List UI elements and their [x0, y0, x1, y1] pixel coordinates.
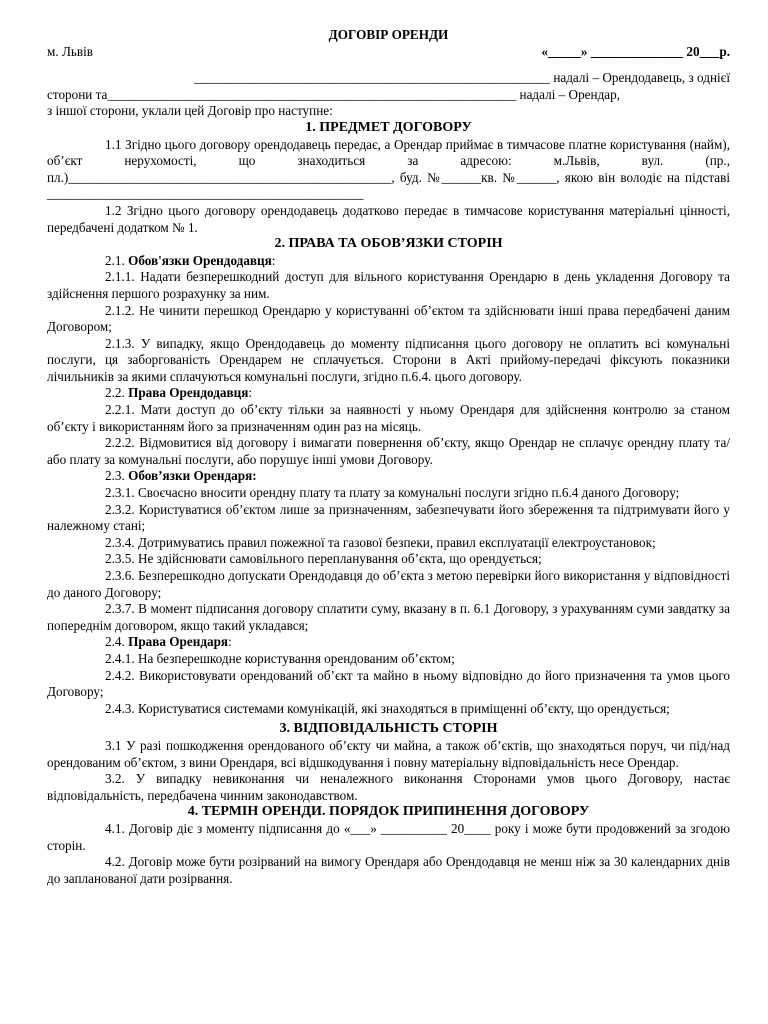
- parties-line-3: з іншої сторони, уклали цей Договір про наступне:: [47, 103, 333, 119]
- clause-2-2-1: 2.2.1. Мати доступ до об’єкту тільки за наявності у ньому Орендаря для здійснення контролю за станом об’єкту і використанням його за призначенням один раз на місяць.: [47, 402, 730, 434]
- clause-2-4-3: 2.4.3. Користуватися системами комунікацій, які знаходяться в приміщенні об’єкту, що орендується;: [105, 700, 670, 716]
- section-3-title: 3. ВІДПОВІДАЛЬНІСТЬ СТОРІН: [279, 721, 498, 737]
- clause-2-2-number: 2.2.: [105, 385, 129, 401]
- clause-2-2-colon: :: [248, 385, 252, 401]
- clause-2-3-4: 2.3.4. Дотримуватись правил пожежної та газової безпеки, правил експлуатації електроустановок;: [105, 534, 656, 550]
- clause-2-3-number: 2.3.: [105, 468, 129, 484]
- clause-2-4-label: Права Орендаря: [128, 634, 229, 650]
- parties-line-1: ______________________________________________________ надалі – Орендодавець, з однієї: [193, 70, 730, 86]
- section-4-title: 4. ТЕРМІН ОРЕНДИ. ПОРЯДОК ПРИПИНЕННЯ ДОГОВОРУ: [187, 804, 590, 820]
- clause-2-4-1: 2.4.1. На безперешкодне користування орендованим об’єктом;: [105, 650, 455, 666]
- contract-date: «_____» ______________ 20___р.: [541, 43, 730, 59]
- clause-2-3-1: 2.3.1. Своєчасно вносити орендну плату та плату за комунальні послуги згідно п.6.4 даного Договору;: [105, 485, 680, 501]
- clause-1-1: 1.1 Згідно цього договору орендодавець передає, а Орендар приймає в тимчасове платне користування (найм), об’єкт нерухомості, що знаходиться за адресою: м.Львів, вул. (пр., пл.)_________________________________________________, буд. №______кв. №______, якою він володіє на підставі ________________________________________________: [47, 136, 730, 202]
- clause-3-1: 3.1 У разі пошкодження орендованого об’єкту чи майна, а також об’єктів, що знаходяться поруч, чи під/над орендованим об’єктом, з вини Орендаря, всі відшкодування і повну матеріальну відповідальність несе Орендар.: [47, 737, 730, 770]
- clause-3-2: 3.2. У випадку невиконання чи неналежного виконання Сторонами умов цього Договору, настає відповідальність, передбачена чинним законодавством.: [47, 771, 730, 803]
- clause-1-2: 1.2 Згідно цього договору орендодавець додатково передає в тимчасове користування матеріальні цінності, передбачені додатком № 1.: [47, 202, 730, 235]
- clause-2-1-number: 2.1.: [105, 252, 129, 268]
- clause-2-1-heading: [47, 253, 730, 270]
- clause-2-1-3: 2.1.3. У випадку, якщо Орендодавець до моменту підписання цього договору не оплатить всі комунальні послуги, ця заборгованість Орендарем не сплачується. Сторони в Акті прийому-передачі фіксують показники лічильників за якими сплачуються комунальні послуги, згідно п.6.4. цього договору.: [47, 335, 730, 384]
- clause-2-1-1: 2.1.1. Надати безперешкодний доступ для вільного користування Орендарю в день укладення Договору та здійснення першого розрахунку за ним.: [47, 269, 730, 301]
- clause-2-4-heading: [47, 634, 730, 651]
- clause-2-1-2: 2.1.2. Не чинити перешкод Орендарю у користуванні об’єктом та здійснювати інші права передбачені даним Договором;: [47, 302, 730, 335]
- clause-2-1-colon: :: [271, 252, 276, 268]
- clause-2-3-6: 2.3.6. Безперешкодно допускати Орендодавця до об’єкта з метою перевірки його використання у відповідності до даного Договору;: [47, 568, 730, 600]
- clause-2-1-label: Обов'язки Орендодавця: [128, 252, 272, 268]
- clause-2-3-7: 2.3.7. В момент підписання договору сплатити суму, вказану в п. 6.1 Договору, з урахуванням суми завдатку за попереднім договором, якщо такий укладався;: [47, 601, 730, 633]
- clause-2-2-heading: [47, 385, 730, 402]
- clause-4-2: 4.2. Договір може бути розірваний на вимогу Орендаря або Орендодавця не менш ніж за 30 календарних днів до запланованої дати розірвання.: [47, 854, 730, 886]
- clause-2-2-label: Права Орендодавця: [128, 385, 249, 401]
- parties-line-2: сторони та______________________________________________________________ надалі – Орендар,: [47, 86, 621, 102]
- clause-2-3-label: Обов’язки Орендаря:: [128, 468, 257, 484]
- clause-2-3-5: 2.3.5. Не здійснювати самовільного перепланування об’єкта, що орендується;: [105, 551, 542, 567]
- section-1-title: 1. ПРЕДМЕТ ДОГОВОРУ: [305, 119, 472, 135]
- document-title: ДОГОВІР ОРЕНДИ: [328, 27, 449, 42]
- clause-2-3-2: 2.3.2. Користуватися об’єктом лише за призначенням, забезпечувати його збереження та підтримувати його у належному стані;: [47, 501, 730, 534]
- clause-2-3-heading: [47, 468, 730, 485]
- clause-2-4-2: 2.4.2. Використовувати орендований об’єкт та майно в ньому відповідно до його призначення та умов цього Договору;: [47, 667, 730, 700]
- clause-4-1: 4.1. Договір діє з моменту підписання до «___» __________ 20____ року і може бути продовжений за згодою сторін.: [47, 820, 730, 853]
- section-2-title: 2. ПРАВА ТА ОБОВ’ЯЗКИ СТОРІН: [274, 236, 503, 252]
- clause-2-2-2: 2.2.2. Відмовитися від договору і вимагати повернення об’єкту, якщо Орендар не сплачує орендну плату та/або плату за комунальні послуги, або порушує інші умови Договору.: [47, 435, 730, 467]
- clause-2-4-colon: :: [228, 634, 232, 650]
- city: м. Львів: [47, 43, 94, 59]
- city-date-row: [47, 44, 730, 61]
- clause-2-4-number: 2.4.: [105, 634, 129, 650]
